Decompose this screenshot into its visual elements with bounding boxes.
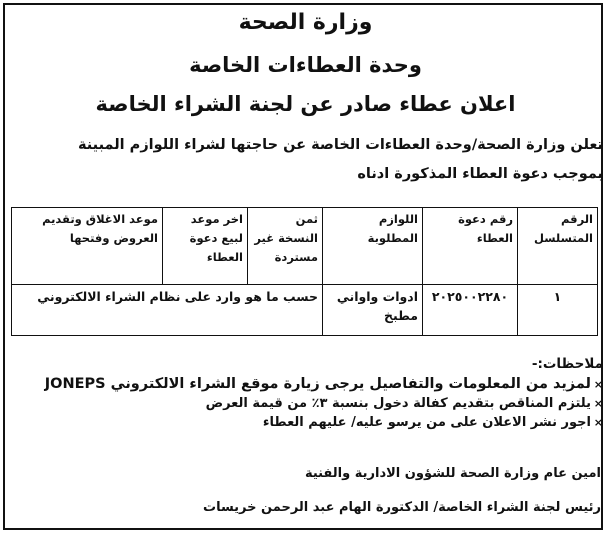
bullet-x-icon: × (593, 416, 603, 429)
intro-line-2: بموجب دعوة العطاء المذكورة ادناه (357, 166, 603, 182)
ministry-title: وزارة الصحة (238, 10, 373, 35)
cell-note: حسب ما هو وارد على نظام الشراء الالكتروني (12, 285, 323, 336)
list-item (8, 375, 603, 394)
note-text: اجور نشر الاعلان على من يرسو عليه/ عليهم العطاء (262, 415, 591, 430)
cell-serial: ١ (518, 285, 598, 336)
signature-line-2: رئيس لجنة الشراء الخاصة/ الدكتورة الهام عبد الرحمن خريسات (203, 500, 601, 515)
note-text: لمزيد من المعلومات والتفاصيل يرجى زيارة موقع الشراء الالكتروني JONEPS (44, 376, 591, 392)
unit-title: وحدة العطاءات الخاصة (189, 53, 422, 77)
header-price: ثمن النسخة غير مستردة (248, 208, 323, 285)
header-ref: رقم دعوة العطاء (423, 208, 518, 285)
table-header-row (12, 208, 598, 285)
bullet-x-icon: × (593, 378, 603, 391)
notes-section (8, 356, 603, 432)
header-last-sale: اخر موعد لبيع دعوة العطاء (163, 208, 248, 285)
notes-list (8, 375, 603, 432)
cell-ref: ٢٠٢٥٠٠٢٢٨٠ (423, 285, 518, 336)
bullet-x-icon: × (593, 397, 603, 410)
header-serial: الرقم المتسلسل (518, 208, 598, 285)
notes-title: ملاحظات:- (531, 356, 603, 372)
cell-items: ادوات واواني مطبخ (323, 285, 423, 336)
tender-table (11, 207, 598, 336)
intro-line-1: تعلن وزارة الصحة/وحدة العطاءات الخاصة عن حاجتها لشراء اللوازم المبينة (77, 137, 603, 153)
note-text: يلتزم المناقص بتقديم كفالة دخول بنسبة ٣٪ من قيمة العرض (205, 396, 591, 411)
signature-line-1: امين عام وزارة الصحة للشؤون الادارية والفنية (304, 466, 601, 481)
table-row (12, 285, 598, 336)
announcement-title: اعلان عطاء صادر عن لجنة الشراء الخاصة (95, 92, 516, 116)
header-items: اللوازم المطلوبة (323, 208, 423, 285)
header-closing: موعد الاغلاق وتقديم العروض وفتحها (12, 208, 163, 285)
list-item (8, 394, 603, 413)
list-item (8, 413, 603, 432)
